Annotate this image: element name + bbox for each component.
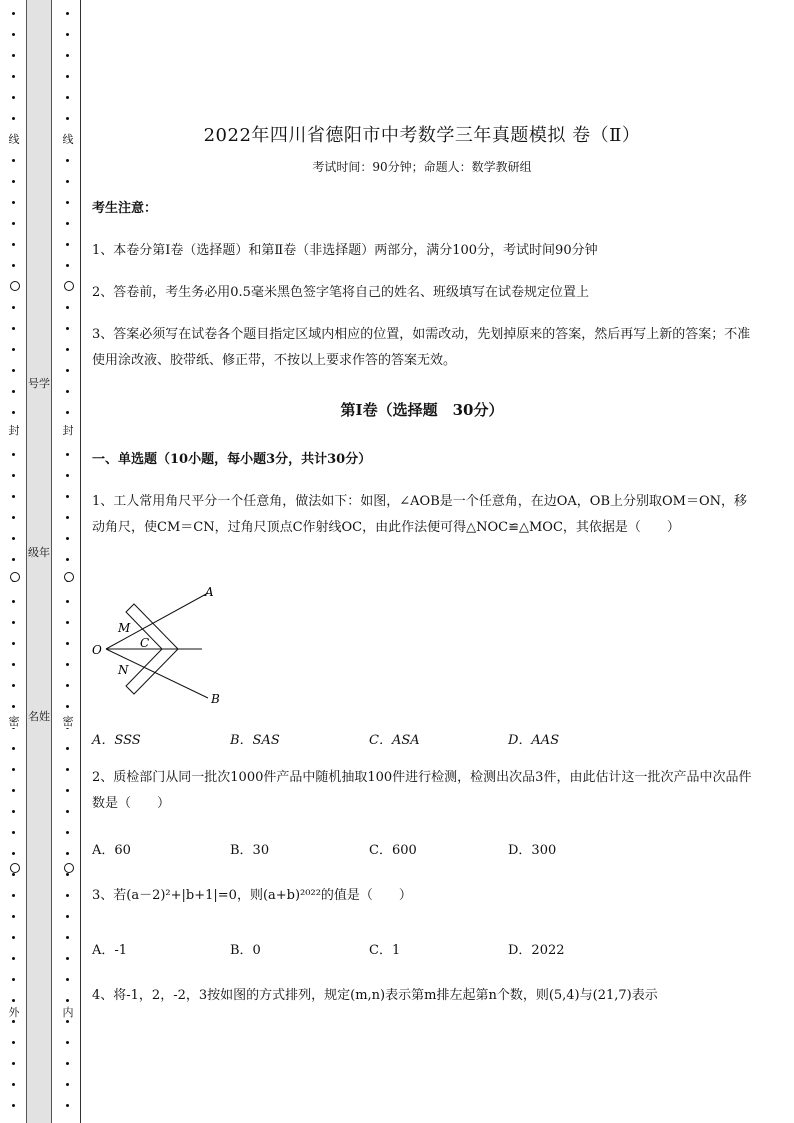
binding-dot — [12, 474, 15, 477]
binding-rule — [80, 0, 81, 1123]
binding-dot — [66, 201, 69, 204]
notice-heading: 考生注意： — [92, 201, 158, 216]
binding-dot — [66, 348, 69, 351]
binding-dot — [66, 768, 69, 771]
binding-dot — [12, 369, 15, 372]
binding-dot — [66, 999, 69, 1002]
figure-label-o: O — [92, 643, 102, 657]
binding-dot — [66, 1020, 69, 1023]
q1-option-c: C．ASA — [369, 733, 420, 748]
binding-dot — [66, 390, 69, 393]
binding-dot — [66, 222, 69, 225]
inner-circle — [64, 281, 74, 291]
binding-dot — [66, 306, 69, 309]
q3-option-d: D．2022 — [508, 943, 565, 958]
outer-circle — [10, 281, 20, 291]
binding-dot — [12, 96, 15, 99]
binding-dot — [12, 621, 15, 624]
binding-dot — [66, 621, 69, 624]
binding-dot — [12, 1020, 15, 1023]
binding-dot — [12, 495, 15, 498]
binding-dot — [66, 558, 69, 561]
binding-dot — [12, 264, 15, 267]
binding-dot — [66, 369, 69, 372]
q3-option-a: A．-1 — [92, 943, 128, 958]
outer-circle — [10, 863, 20, 873]
binding-dot — [12, 663, 15, 666]
angle-ruler-figure — [92, 582, 242, 712]
binding-dot — [66, 54, 69, 57]
figure-label-b: B — [211, 692, 220, 706]
binding-dot — [66, 474, 69, 477]
binding-dot — [12, 1104, 15, 1107]
binding-band — [26, 0, 52, 1123]
binding-dot — [12, 831, 15, 834]
figure-label-m: M — [118, 621, 131, 635]
figure-label-a: A — [205, 585, 214, 599]
binding-dot — [12, 999, 15, 1002]
binding-dot — [12, 768, 15, 771]
binding-dot — [12, 306, 15, 309]
binding-dot — [12, 1083, 15, 1086]
q3-option-b: B．0 — [230, 943, 261, 958]
binding-dot — [66, 495, 69, 498]
q2-option-b: B．30 — [230, 843, 270, 858]
binding-dot — [66, 159, 69, 162]
binding-dot — [12, 12, 15, 15]
binding-dot — [66, 852, 69, 855]
binding-dot — [66, 264, 69, 267]
binding-dot — [12, 957, 15, 960]
binding-dot — [12, 537, 15, 540]
binding-dot — [66, 936, 69, 939]
section-heading: 一、单选题（10小题，每小题3分，共计30分） — [92, 452, 372, 467]
binding-dot — [12, 600, 15, 603]
outer-mark-seal: 封 — [6, 425, 22, 437]
inner-mark-line: 线 — [60, 134, 76, 146]
binding-dot — [66, 957, 69, 960]
binding-dot — [66, 663, 69, 666]
q2-option-d: D．300 — [508, 843, 557, 858]
binding-dot — [12, 180, 15, 183]
inner-circle — [64, 572, 74, 582]
binding-dot — [66, 1083, 69, 1086]
inner-mark-seal: 封 — [60, 425, 76, 437]
binding-dot — [12, 411, 15, 414]
question-3-text: 3、若(a－2)²+|b+1|=0，则(a+b)²⁰²²的值是（ ） — [92, 888, 412, 903]
binding-dot — [66, 684, 69, 687]
binding-dots-inner — [60, 0, 76, 1123]
notice-item: 2、答卷前，考生务必用0.5毫米黑色签字笔将自己的姓名、班级填写在试卷规定位置上 — [92, 285, 589, 300]
field-label-class: 级年 — [28, 546, 50, 559]
binding-dot — [66, 243, 69, 246]
binding-dot — [12, 75, 15, 78]
binding-dot — [66, 411, 69, 414]
outer-mark-outside: 外 — [6, 1007, 22, 1019]
binding-dot — [12, 684, 15, 687]
q2-option-c: C．600 — [369, 843, 417, 858]
page-title: 2022年四川省德阳市中考数学三年真题模拟 卷（Ⅱ） — [203, 125, 641, 146]
binding-dot — [66, 831, 69, 834]
binding-dot — [66, 12, 69, 15]
binding-dot — [12, 873, 15, 876]
q1-option-a: A．SSS — [92, 733, 141, 748]
binding-dot — [66, 705, 69, 708]
outer-circle — [10, 572, 20, 582]
binding-dot — [66, 516, 69, 519]
binding-dot — [12, 747, 15, 750]
binding-dot — [12, 978, 15, 981]
field-label-name: 名姓 — [28, 710, 50, 723]
field-label-student-id: 号学 — [28, 377, 50, 390]
binding-dot — [12, 936, 15, 939]
binding-dot — [66, 453, 69, 456]
binding-dot — [66, 1062, 69, 1065]
binding-dot — [12, 1041, 15, 1044]
binding-dot — [66, 789, 69, 792]
question-1-text: 1、工人常用角尺平分一个任意角，做法如下：如图，∠AOB是一个任意角，在边OA，OB上分别取OM＝ON，移动角尺，使CM＝CN，过角尺顶点C作射线OC，由此作法便可得△NOC≌△MOC，其依据是（ ） — [92, 494, 748, 535]
inner-circle — [64, 863, 74, 873]
figure-label-n: N — [118, 663, 129, 677]
binding-dot — [12, 705, 15, 708]
binding-dot — [66, 1041, 69, 1044]
binding-dot — [66, 33, 69, 36]
binding-dot — [12, 327, 15, 330]
binding-dot — [66, 600, 69, 603]
inner-mark-inside: 内 — [60, 1007, 76, 1019]
q1-option-b: B．SAS — [230, 733, 280, 748]
binding-dot — [12, 852, 15, 855]
binding-dot — [12, 222, 15, 225]
outer-mark-secret: 密 — [6, 716, 22, 728]
part-title: 第Ⅰ卷（选择题 30分） — [340, 401, 504, 419]
question-2-text: 2、质检部门从同一批次1000件产品中随机抽取100件进行检测，检测出次品3件，由此估计这一批次产品中次品件数是（ ） — [92, 770, 752, 811]
binding-dot — [66, 117, 69, 120]
binding-dot — [66, 978, 69, 981]
binding-dot — [12, 390, 15, 393]
binding-dot — [12, 894, 15, 897]
outer-mark-line: 线 — [6, 134, 22, 146]
binding-dot — [66, 1104, 69, 1107]
binding-dot — [66, 537, 69, 540]
binding-dots-outer — [6, 0, 22, 1123]
binding-dot — [12, 243, 15, 246]
binding-dot — [12, 348, 15, 351]
binding-dot — [12, 558, 15, 561]
binding-dot — [66, 642, 69, 645]
binding-dot — [66, 180, 69, 183]
notice-item: 1、本卷分第Ⅰ卷（选择题）和第Ⅱ卷（非选择题）两部分，满分100分，考试时间90分钟 — [92, 243, 598, 258]
binding-dot — [12, 453, 15, 456]
binding-dot — [66, 915, 69, 918]
inner-mark-secret: 密 — [60, 716, 76, 728]
q1-option-d: D．AAS — [508, 733, 560, 748]
binding-dot — [66, 96, 69, 99]
binding-dot — [12, 789, 15, 792]
q3-option-c: C．1 — [369, 943, 401, 958]
binding-dot — [66, 894, 69, 897]
q2-option-a: A．60 — [92, 843, 131, 858]
binding-dot — [66, 873, 69, 876]
binding-dot — [12, 810, 15, 813]
binding-dot — [12, 516, 15, 519]
page-subtitle: 考试时间：90分钟；命题人：数学教研组 — [312, 160, 532, 174]
binding-dot — [12, 1062, 15, 1065]
question-4-text: 4、将-1，2，-2，3按如图的方式排列，规定(m,n)表示第m排左起第n个数，则(5,4)与(21,7)表示 — [92, 988, 658, 1003]
binding-dot — [12, 642, 15, 645]
binding-dot — [66, 75, 69, 78]
binding-dot — [66, 327, 69, 330]
notice-item: 3、答案必须写在试卷各个题目指定区域内相应的位置，如需改动，先划掉原来的答案，然后再写上新的答案；不准使用涂改液、胶带纸、修正带，不按以上要求作答的答案无效。 — [92, 327, 751, 368]
binding-dot — [12, 201, 15, 204]
binding-dot — [12, 159, 15, 162]
binding-dot — [66, 810, 69, 813]
binding-dot — [12, 33, 15, 36]
binding-dot — [12, 915, 15, 918]
figure-label-c: C — [140, 636, 150, 650]
binding-dot — [66, 747, 69, 750]
binding-dot — [12, 117, 15, 120]
binding-dot — [12, 54, 15, 57]
